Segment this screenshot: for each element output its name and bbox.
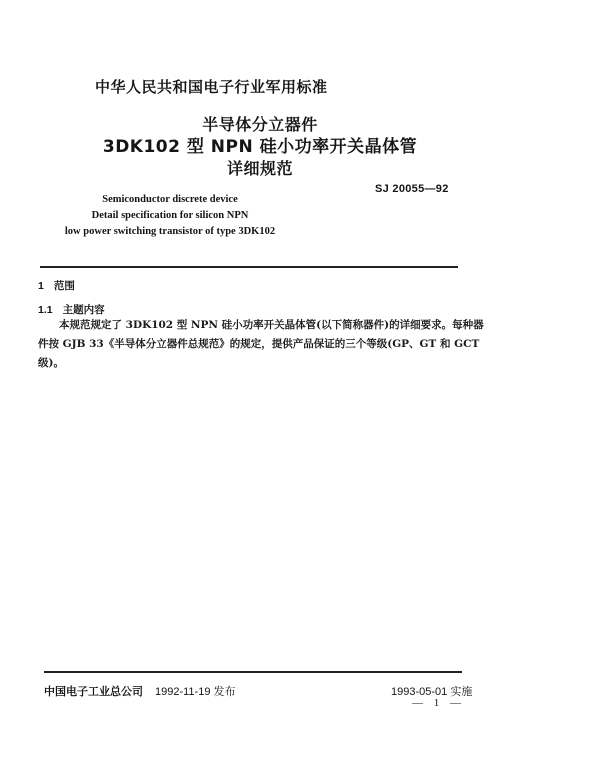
title-line-1: 半导体分立器件 [202,115,318,134]
title-line-2: 3DK102 型 NPN 硅小功率开关晶体管 [102,137,418,157]
section-1-heading [38,278,75,293]
issuing-organization: 中国电子工业总公司 [44,685,143,698]
issue-date: 1992-11-19 发布 [155,686,236,698]
section-title: 主题内容 [62,304,105,316]
english-title-line-1: Semiconductor discrete device [102,194,238,205]
effective-date: 1993-05-01 实施 [391,686,473,698]
footer-issuer [44,683,236,699]
chinese-title-block [0,114,520,180]
section-number: 1.1 [38,304,53,316]
standard-code: SJ 20055—92 [375,183,449,195]
page-number: — 1 — [412,697,465,709]
top-divider [40,266,458,268]
standard-category-header: 中华人民共和国电子行业军用标准 [95,78,328,96]
section-number: 1 [38,280,44,292]
paragraph-line: 级)。 [38,357,64,369]
english-title-line-2: Detail specification for silicon NPN [91,210,249,221]
bottom-divider [44,671,462,673]
paragraph-line: 本规范规定了 3DK102 型 NPN 硅小功率开关晶体管(以下简称器件)的详细要求。每种器 [59,319,484,331]
english-title-line-3: low power switching transistor of type 3DK102 [64,226,276,237]
section-1-1-heading [38,302,105,317]
title-line-3: 详细规范 [226,159,293,178]
english-title-block [0,192,340,240]
paragraph-line: 件按 GJB 33《半导体分立器件总规范》的规定，提供产品保证的三个等级(GP、GT 和 GCT [38,338,480,350]
section-title: 范围 [53,280,75,292]
section-1-1-paragraph [38,316,484,373]
